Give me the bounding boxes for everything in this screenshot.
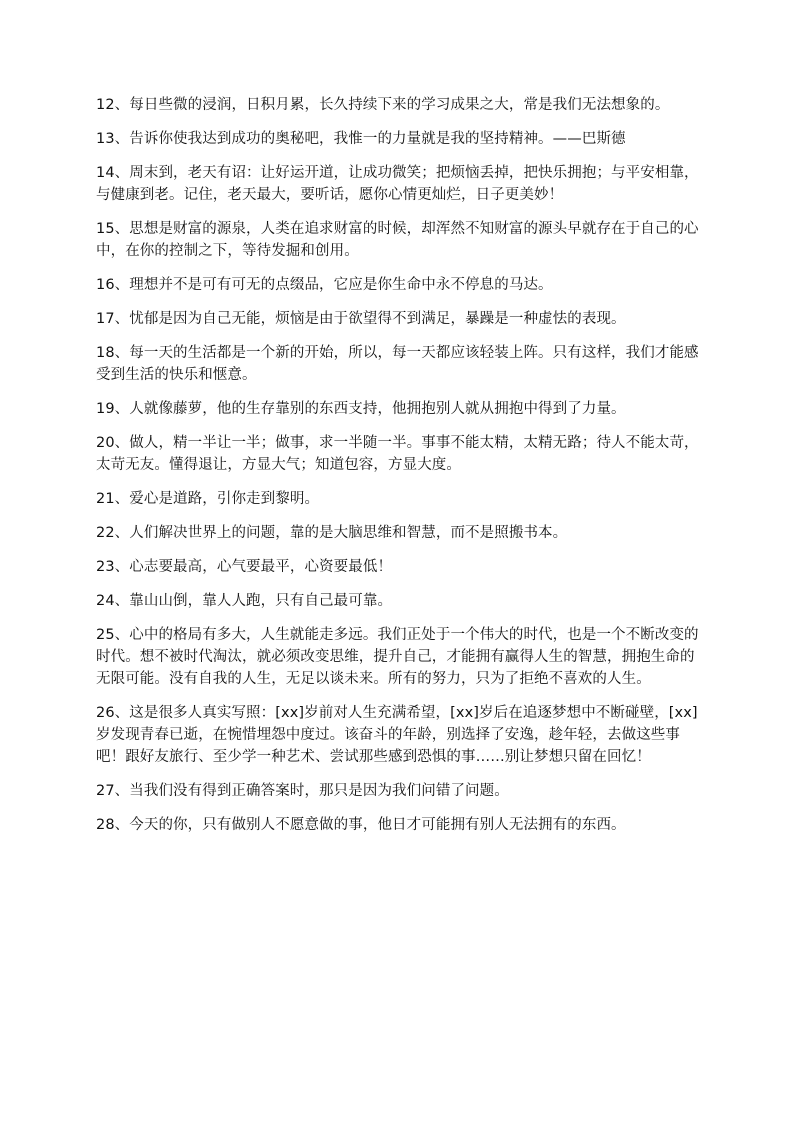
quote-paragraph-19: 19、人就像藤萝，他的生存靠别的东西支持，他拥抱别人就从拥抱中得到了力量。 (96, 401, 626, 417)
quote-paragraph-20: 20、做人，精一半让一半；做事，求一半随一半。事事不能太精，太精无路；待人不能太苛，太苛无友。懂得退让，方显大气；知道包容，方显大度。 (96, 435, 699, 473)
quote-paragraph-24: 24、靠山山倒，靠人人跑，只有自己最可靠。 (96, 593, 393, 609)
quote-paragraph-23: 23、心志要最高，心气要最平，心资要最低！ (96, 559, 393, 575)
quote-paragraph-18: 18、每一天的生活都是一个新的开始，所以，每一天都应该轻装上阵。只有这样，我们才能感受到生活的快乐和惬意。 (96, 345, 699, 383)
quote-paragraph-17: 17、忧郁是因为自己无能，烦恼是由于欲望得不到满足，暴躁是一种虚怯的表现。 (96, 311, 626, 327)
quote-paragraph-16: 16、理想并不是可有可无的点缀品，它应是你生命中永不停息的马达。 (96, 277, 553, 293)
quote-paragraph-28: 28、今天的你，只有做别人不愿意做的事，他日才可能拥有别人无法拥有的东西。 (96, 817, 626, 833)
document-body (96, 94, 700, 848)
quote-paragraph-25: 25、心中的格局有多大，人生就能走多远。我们正处于一个伟大的时代，也是一个不断改变的时代。想不被时代淘汰，就必须改变思维，提升自己，才能拥有赢得人生的智慧，拥抱生命的无限可能。没有自我的人生，无足以谈未来。所有的努力，只为了拒绝不喜欢的人生。 (96, 627, 699, 687)
quote-paragraph-12: 12、每日些微的浸润，日积月累，长久持续下来的学习成果之大，常是我们无法想象的。 (96, 97, 670, 113)
quote-paragraph-26: 26、这是很多人真实写照：[xx]岁前对人生充满希望，[xx]岁后在追逐梦想中不断碰壁，[xx]岁发现青春已逝，在惋惜埋怨中度过。该奋斗的年龄，别选择了安逸，趁年轻，去做这些事吧！跟好友旅行、至少学一种艺术、尝试那些感到恐惧的事……别让梦想只留在回忆！ (96, 705, 698, 765)
quote-paragraph-15: 15、思想是财富的源泉，人类在追求财富的时候，却浑然不知财富的源头早就存在于自己的心中，在你的控制之下，等待发掘和创用。 (96, 221, 699, 259)
quote-paragraph-22: 22、人们解决世界上的问题，靠的是大脑思维和智慧，而不是照搬书本。 (96, 525, 568, 541)
quote-paragraph-13: 13、告诉你使我达到成功的奥秘吧，我惟一的力量就是我的坚持精神。——巴斯德 (96, 131, 626, 147)
quote-paragraph-14: 14、周末到，老天有诏：让好运开道，让成功微笑；把烦恼丢掉，把快乐拥抱；与平安相靠，与健康到老。记住，老天最大，要听话，愿你心情更灿烂，日子更美妙！ (96, 165, 699, 203)
quote-paragraph-21: 21、爱心是道路，引你走到黎明。 (96, 491, 320, 507)
quote-paragraph-27: 27、当我们没有得到正确答案时，那只是因为我们问错了问题。 (96, 783, 509, 799)
